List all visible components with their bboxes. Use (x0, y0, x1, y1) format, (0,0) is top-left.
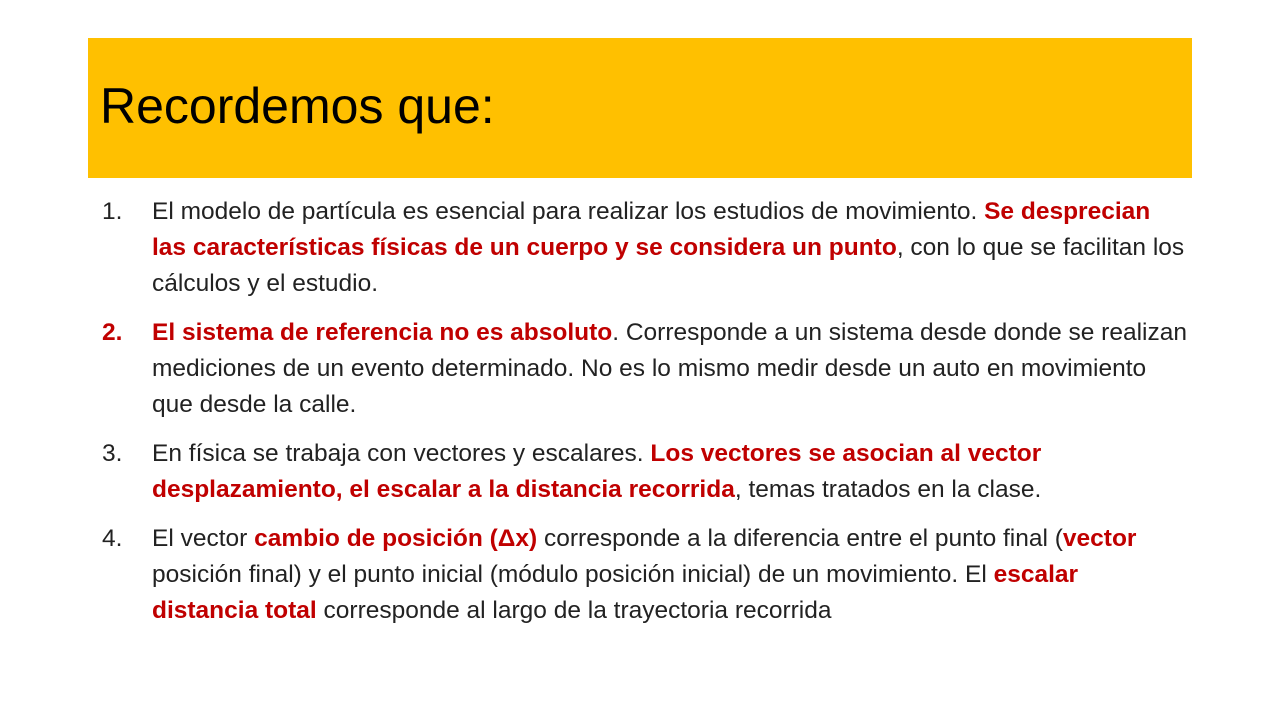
body-text: . Corresponde a un sistema desde donde se realizan mediciones de un evento determinado. No es lo mismo medir desde un auto en movimiento que desde la calle. (152, 319, 1187, 418)
highlighted-text: Se desprecian las características físicas de un cuerpo y se considera un punto (152, 198, 1151, 261)
highlighted-text: cambio de posición (Δx) (254, 525, 538, 552)
body-text: El modelo de partícula es esencial para realizar los estudios de movimiento. (152, 198, 985, 225)
list-item-number: 4. (102, 525, 123, 552)
highlighted-text: El sistema de referencia no es absoluto (152, 319, 613, 346)
list-item-number: 1. (102, 198, 123, 225)
list-item-number: 3. (102, 440, 123, 467)
body-text: posición final) y el punto inicial (módulo posición inicial) de un movimiento. El (152, 561, 994, 588)
body-text: , con lo que se facilitan los cálculos y el estudio. (152, 234, 1185, 297)
list-item-number: 2. (102, 319, 123, 346)
list-item (100, 194, 1190, 302)
body-text: El vector (152, 525, 255, 552)
title-bar (88, 38, 1192, 178)
list-item (100, 315, 1190, 423)
highlighted-text: vector (1062, 525, 1137, 552)
body-text: corresponde al largo de la trayectoria recorrida (316, 597, 832, 624)
body-text: corresponde a la diferencia entre el punto final ( (537, 525, 1063, 552)
body-text: , temas tratados en la clase. (734, 476, 1042, 503)
slide-title: Recordemos que: (100, 78, 495, 134)
list-item (100, 521, 1190, 629)
numbered-list (100, 194, 1190, 629)
highlighted-text: Los vectores se asocian al vector desplazamiento, el escalar a la distancia recorrida (152, 440, 1042, 503)
highlighted-text: escalar distancia total (152, 561, 1079, 624)
body-text: En física se trabaja con vectores y escalares. (152, 440, 651, 467)
list-item (100, 436, 1190, 508)
